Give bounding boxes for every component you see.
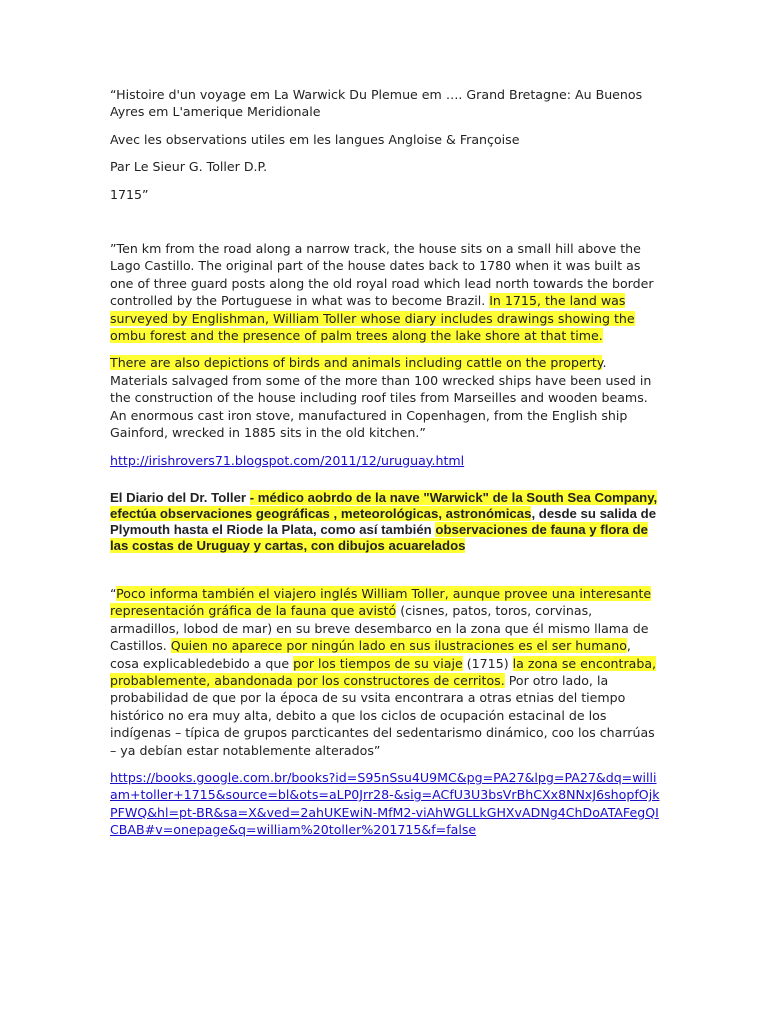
quote1-paragraph2: [110, 354, 662, 441]
quote2-source-link[interactable]: https://books.google.com.br/books?id=S95nSsu4U9MC&pg=PA27&lpg=PA27&dq=william+toller+1715&source=bl&ots=aLP0Jrr28-&sig=ACfU3U3bsVrBhCXx8NNxJ6shopfOjkPFWQ&hl=pt-BR&sa=X&ved=2ahUKEwiN-MfM2-viAhWGLLkGHXvADNg4ChDoATAFegQICBAB#v=onepage&q=william%20toller%201715&f=false: [110, 769, 660, 838]
document-page: [110, 86, 662, 839]
quote1-text: ”Ten km from the road along a narrow track, the house sits on a small hill above the Lago Castillo. The original part of the house dates back to 1780 when it was built as one of three guard posts along the old royal road which lead north towards the border controlled by the Portuguese in what was to become Brazil.: [110, 241, 654, 309]
header-author-line: Par Le Sieur G. Toller D.P.: [110, 159, 268, 175]
diario-paragraph: [110, 490, 662, 554]
quote2-open-quote: “: [110, 585, 117, 601]
header-title-line: “Histoire d'un voyage em La Warwick Du Plemue em …. Grand Bretagne: Au Buenos Ayres em L'amerique Meridionale: [110, 87, 643, 120]
quote2-text-fauna: (cisnes, patos, toros, corvinas, armadillos, lobod de mar) en su breve desembarco en la zona que él mismo llama de Castillos.: [110, 603, 649, 654]
diario-highlight-fauna: observaciones de fauna y flora de las costas de Uruguay y cartas, con dibujos acuarelados: [110, 521, 648, 553]
quote1-source-paragraph: [110, 452, 662, 469]
quote2-text-explicable: , cosa explicabledebido a que: [110, 638, 631, 671]
quote2-highlight-toller: Poco informa también el viajero inglés William Toller, aunque provee una interesante representación gráfica de la fauna que avistó: [110, 585, 652, 619]
quote1-text-materials: . Materials salvaged from some of the more than 100 wrecked ships have been used in the construction of the house including roof tiles from Marseilles and wooden beams. An enormous cast iron stove, manufactured in Copenhagen, from the English ship Gainford, wrecked in 1885 sits in the old kitchen.”: [110, 355, 652, 441]
quote2-highlight-human: Quien no aparece por ningún lado en sus ilustraciones es el ser humano: [170, 638, 627, 654]
header-year-line: 1715”: [110, 186, 149, 202]
header-subtitle-line: Avec les observations utiles em les langues Angloise & Françoise: [110, 131, 520, 147]
quote2-highlight-tiempos: por los tiempos de su viaje: [293, 655, 463, 671]
quote2-highlight-zona: la zona se encontraba, probablemente, abandonada por los constructores de cerritos.: [110, 655, 657, 688]
quote2-paragraph: [110, 585, 662, 759]
quote1-highlight-depictions: There are also depictions of birds and animals including cattle on the property: [110, 355, 603, 371]
quote1-source-link[interactable]: http://irishrovers71.blogspot.com/2011/12/uruguay.html: [110, 452, 465, 468]
quote1-paragraph1: [110, 240, 662, 344]
diario-text-start: El Diario del Dr. Toller: [110, 489, 250, 505]
quote2-source-paragraph: [110, 769, 662, 839]
quote2-text-ending: Por otro lado, la probabilidad de que por la época de su vsita encontrara a otras etnias del tiempo histórico no era muy alta, debito a que los ciclos de ocupación estacinal de los indígenas – típica de grupos parcticantes del sedentarismo dinámico, coo los charrúas – ya debían estar notablemente alterados”: [110, 672, 655, 758]
diario-highlight-observations: - médico aobrdo de la nave "Warwick" de la South Sea Company, efectúa observaciones geográficas , meteorológicas, astronómicas: [110, 489, 658, 521]
quote1-highlight-survey: In 1715, the land was surveyed by Englishman, William Toller whose diary includes drawings showing the ombu forest and the presence of palm trees along the lake shore at that time.: [110, 293, 635, 344]
diario-text-middle: , desde su salida de Plymouth hasta el Riode la Plata, como así también: [110, 505, 657, 537]
quote2-text-year: (1715): [462, 655, 513, 671]
